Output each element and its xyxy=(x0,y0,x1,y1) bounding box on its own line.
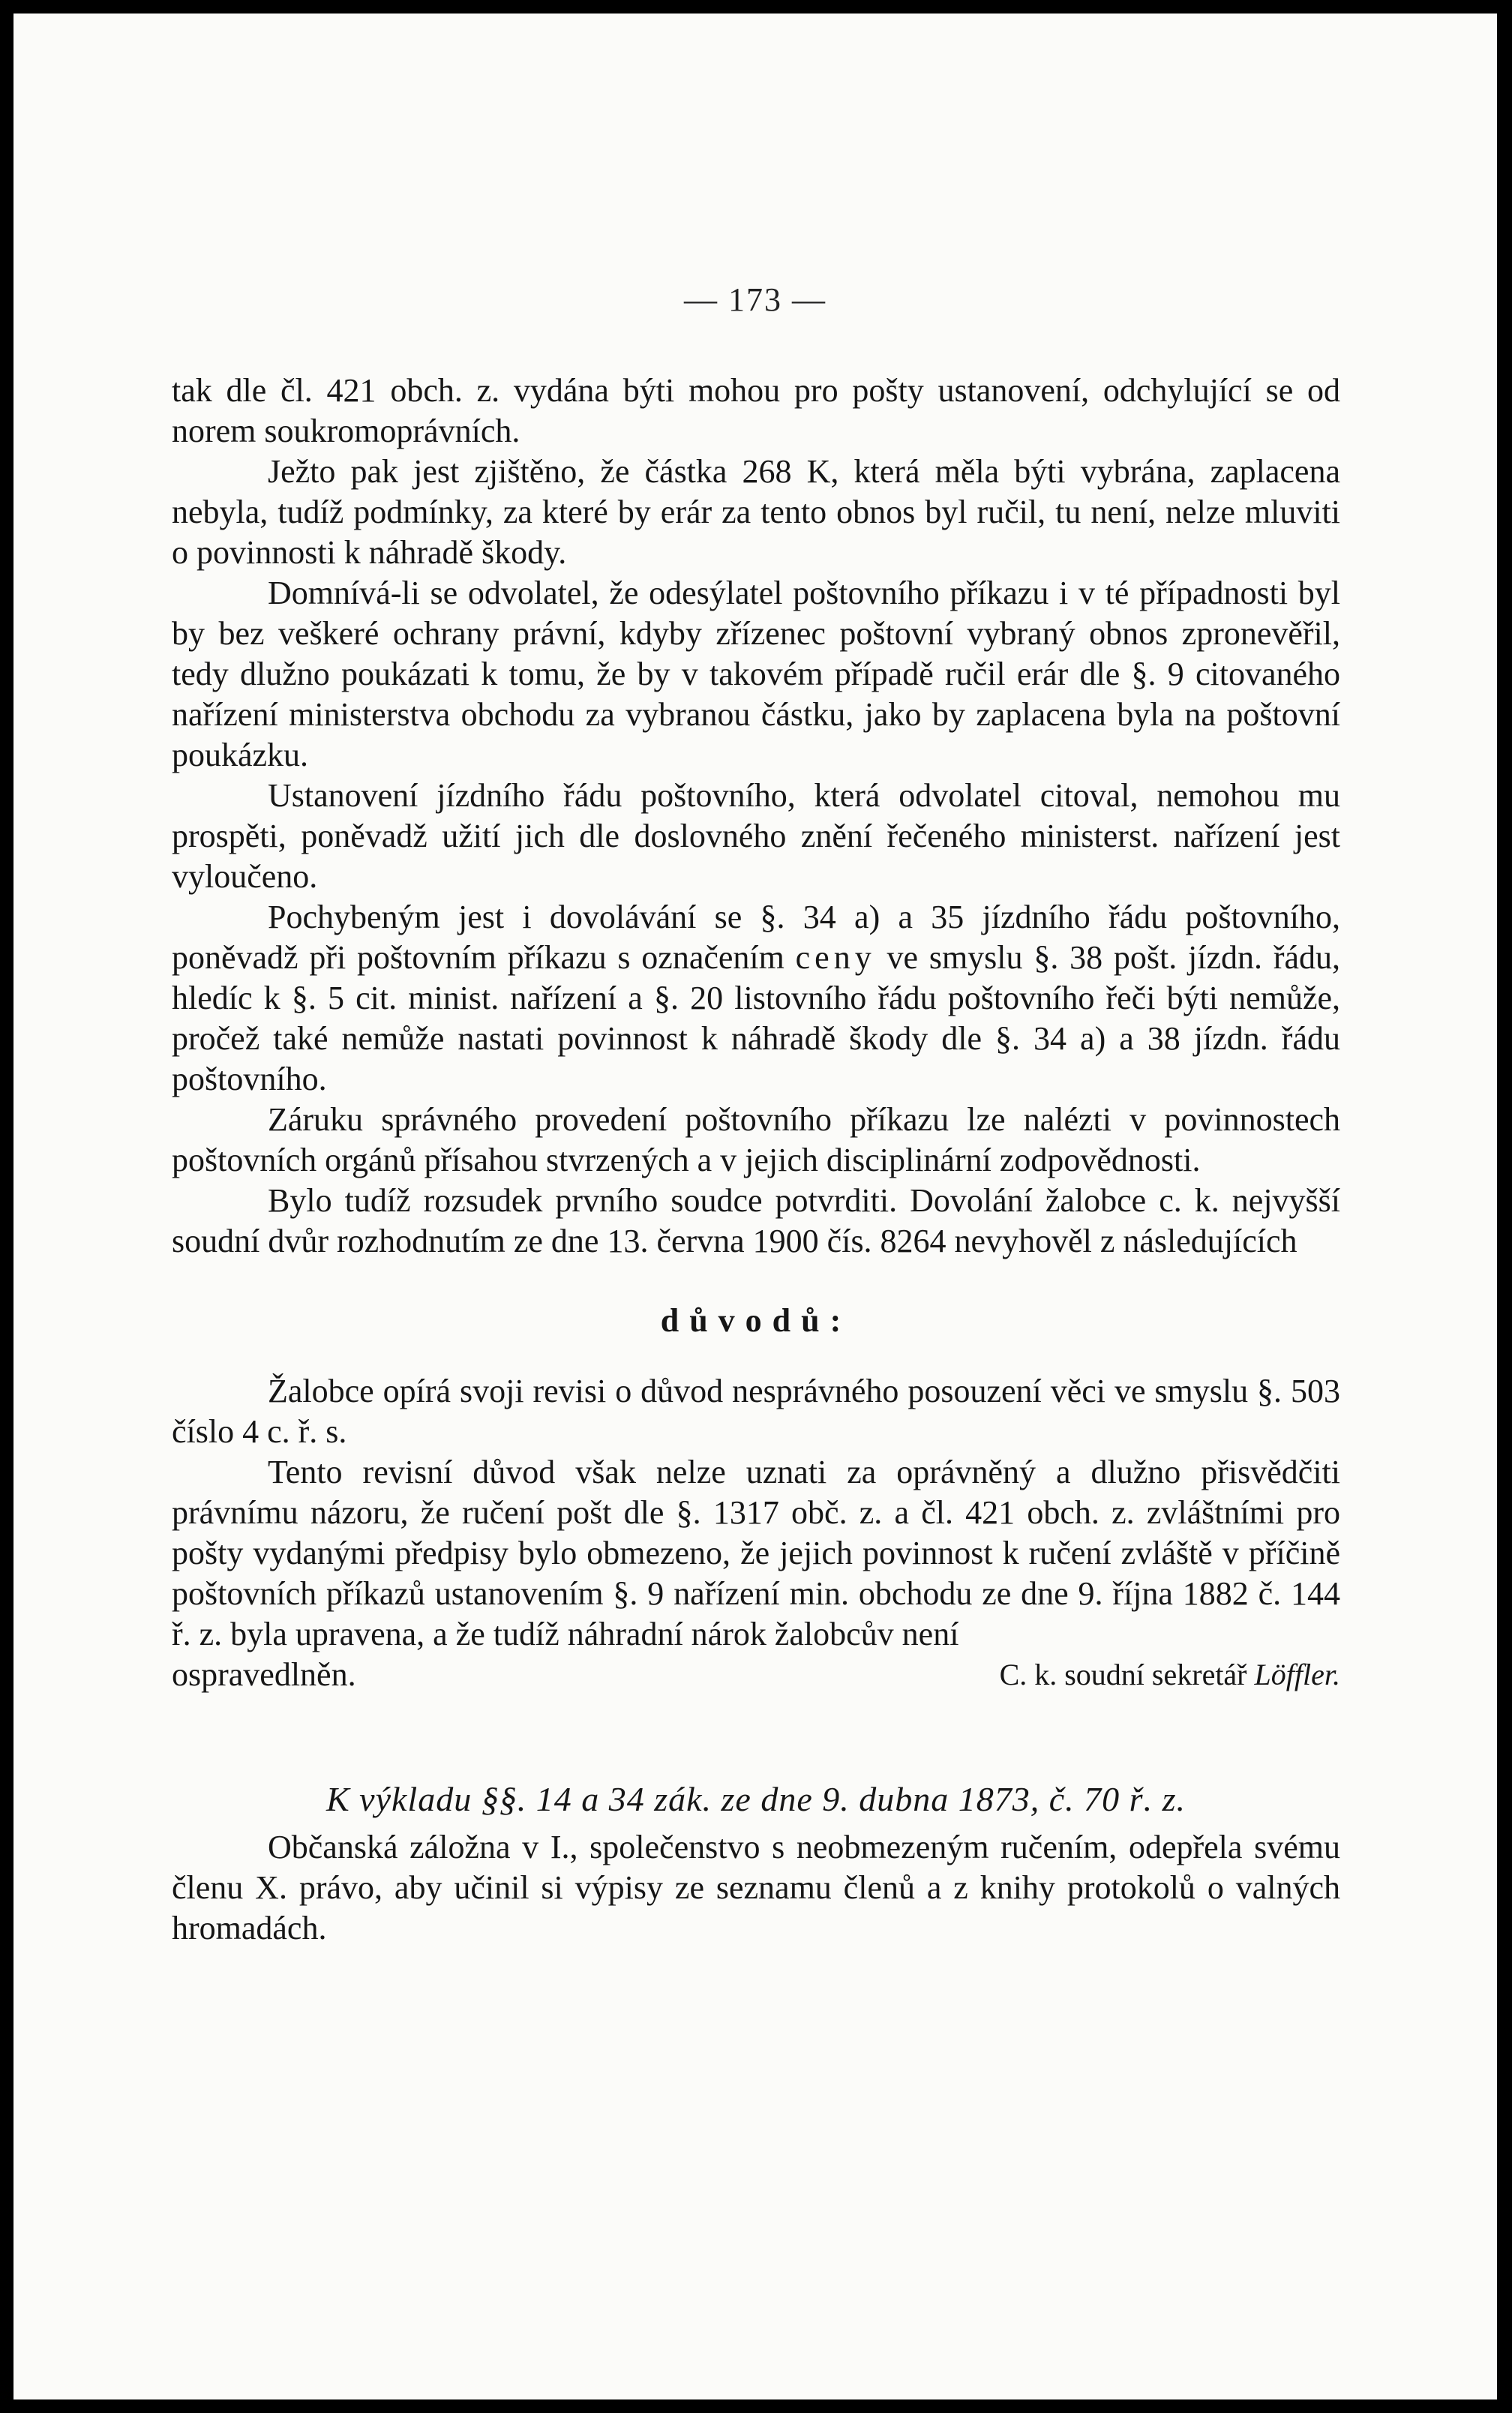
page-number: — 173 — xyxy=(684,281,826,318)
paragraph: Ustanovení jízdního řádu poštovního, která odvolatel citoval, nemohou mu prospěti, poněvadž užití jich dle doslovného znění řečeného ministerst. nařízení jest vyloučeno. xyxy=(172,777,1340,895)
scanned-page xyxy=(14,14,1497,2399)
paragraph: Tento revisní důvod však nelze uznati za oprávněný a dlužno přisvědčiti právnímu názoru, že ručení pošt dle §. 1317 obč. z. a čl. 421 obch. z. zvláštními pro pošty vydanými předpisy bylo obmezeno, že jejich povinnost k ručení zvláště v příčině poštovních příkazů ustanovením §. 9 nařízení min. obchodu ze dne 9. října 1882 č. 144 ř. z. byla upravena, a že tudíž náhradní nárok žalobcův není xyxy=(172,1454,1340,1652)
signature-title: C. k. soudní sekretář xyxy=(999,1658,1247,1691)
paragraph: Ježto pak jest zjištěno, že částka 268 K, která měla býti vybrána, zaplacena nebyla, tudíž podmínky, za které by erár za tento obnos byl ručil, tu není, nelze mluviti o povinnosti k náhradě škody. xyxy=(172,453,1340,571)
paragraph-text: ve smyslu §. 38 pošt. jízdn. řádu, hledíc k §. 5 cit. minist. nařízení a §. 20 listovního řádu poštovního řeči býti nemůže, pročež také nemůže nastati povinnost k náhradě škody dle §. 34 a) a 38 jízdn. řádu poštovního. xyxy=(172,939,1341,1097)
case-heading: K výkladu §§. 14 a 34 zák. ze dne 9. dubna 1873, č. 70 ř. z. xyxy=(326,1780,1186,1818)
paragraph xyxy=(172,897,1340,1100)
paragraph-end: ospravedlněn. xyxy=(172,1656,356,1693)
reasons-heading: důvodů: xyxy=(660,1302,852,1339)
paragraph: Žalobce opírá svoji revisi o důvod nesprávného posouzení věci ve smyslu §. 503 číslo 4 c. ř. s. xyxy=(172,1373,1340,1450)
paragraph: Záruku správného provedení poštovního příkazu lze nalézti v povinnostech poštovních orgánů přísahou stvrzených a v jejich disciplinární zodpovědnosti. xyxy=(172,1101,1340,1178)
paragraph: Bylo tudíž rozsudek prvního soudce potvrditi. Dovolání žalobce c. k. nejvyšší soudní dvůr rozhodnutím ze dne 13. června 1900 čís. 8264 nevyhověl z následujících xyxy=(172,1182,1340,1259)
signature xyxy=(1000,1655,1340,1695)
main-text xyxy=(172,371,1340,1949)
paragraph: Domnívá-li se odvolatel, že odesýlatel poštovního příkazu i v té případnosti byl by bez veškeré ochrany právní, kdyby zřízenec poštovní vybraný obnos zpronevěřil, tedy dlužno poukázati k tomu, že by v takovém případě ručil erár dle §. 9 citovaného nařízení ministerstva obchodu za vybranou částku, jako by zaplacena byla na poštovní poukázku. xyxy=(172,575,1340,773)
spaced-word: ceny xyxy=(795,939,876,976)
signature-line xyxy=(172,1655,1340,1695)
paragraph-continuation: tak dle čl. 421 obch. z. vydána býti mohou pro pošty ustanovení, odchylující se od norem soukromoprávních. xyxy=(172,372,1340,449)
paragraph: Občanská záložna v I., společenstvo s neobmezeným ručením, odepřela svému členu X. právo, aby učinil si výpisy ze seznamu členů a z knihy protokolů o valných hromadách. xyxy=(172,1829,1340,1946)
signature-name: Löffler. xyxy=(1254,1658,1340,1691)
paragraph-text: Pochybeným jest i dovolávání se §. 34 a) a 35 jízdního řádu poštovního, poněvadž při poštovním příkazu s označením xyxy=(172,899,1340,976)
